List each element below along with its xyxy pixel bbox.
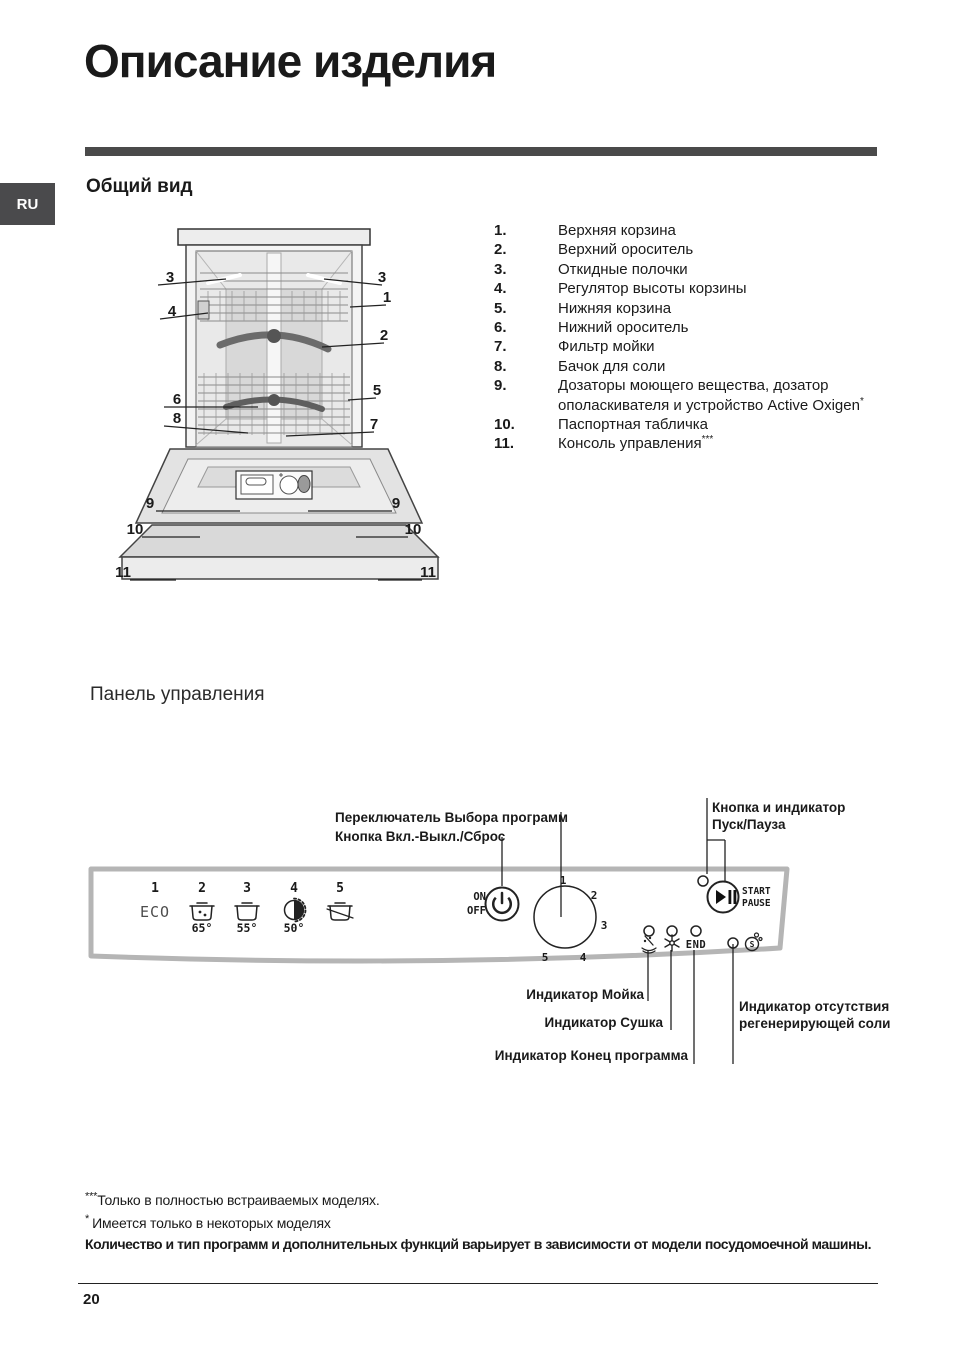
footer-rule xyxy=(78,1283,878,1284)
footnote-some-models: * Имеется только в некоторых моделях xyxy=(85,1213,331,1231)
program-selector-knob xyxy=(534,886,596,948)
part-number: 4. xyxy=(494,280,507,298)
part-number: 7. xyxy=(494,338,507,356)
part-row xyxy=(494,415,864,434)
part-label: Бачок для соли xyxy=(558,357,666,375)
part-label: Регулятор высоты корзины xyxy=(558,280,747,298)
language-tab: RU xyxy=(0,183,55,225)
part-row xyxy=(494,299,864,318)
part-number: 11. xyxy=(494,435,515,453)
callout-drying-indicator: Индикатор Сушка xyxy=(544,1015,663,1030)
plinth xyxy=(122,557,438,579)
temp-label-55: 55° xyxy=(236,921,258,935)
callout-9-left: 9 xyxy=(145,495,155,512)
part-row xyxy=(494,357,864,376)
worktop xyxy=(178,229,370,245)
eco-program-label: ECO xyxy=(139,903,171,921)
knob-number-1: 1 xyxy=(559,874,567,887)
program-number-4: 4 xyxy=(290,881,298,896)
footnote-marker: *** xyxy=(701,434,714,446)
callout-4-left: 4 xyxy=(167,303,177,320)
part-label: Верхний ороситель xyxy=(558,241,694,259)
callout-end-indicator: Индикатор Конец программа xyxy=(494,1048,688,1063)
knob-number-2: 2 xyxy=(590,889,598,902)
callout-1-right: 1 xyxy=(382,289,392,306)
part-row xyxy=(494,221,864,240)
callout-on-off-button: Кнопка Вкл.-Выкл./Сброс xyxy=(335,829,506,844)
part-label: Дозаторы моющего вещества, дозатор ополаскивателя и устройство Active Oxigen* xyxy=(558,377,864,414)
on-label: ON xyxy=(473,891,486,903)
basket-height-adjuster xyxy=(198,301,209,319)
dishwasher-diagram xyxy=(108,225,448,595)
part-row xyxy=(494,376,864,415)
callout-salt-indicator: Индикатор отсутствия регенерирующей соли xyxy=(739,999,891,1031)
part-number: 5. xyxy=(494,299,507,317)
part-row xyxy=(494,318,864,337)
part-row xyxy=(494,337,864,356)
part-number: 1. xyxy=(494,222,507,239)
part-number: 6. xyxy=(494,319,507,337)
temp-label-50: 50° xyxy=(283,921,305,935)
part-label: Нижняя корзина xyxy=(558,299,672,317)
callout-start-pause: Кнопка и индикатор Пуск/Пауза xyxy=(712,800,846,832)
callout-washing-indicator: Индикатор Мойка xyxy=(526,987,644,1002)
part-number: 9. xyxy=(494,377,507,395)
page-title: Описание изделия xyxy=(84,35,497,87)
pause-label: PAUSE xyxy=(742,898,771,909)
title-rule xyxy=(85,147,877,156)
part-row xyxy=(494,434,864,453)
control-panel xyxy=(86,860,792,972)
part-number: 3. xyxy=(494,260,507,278)
part-number: 8. xyxy=(494,357,507,375)
callout-10-left: 10 xyxy=(126,521,144,538)
callout-8-left: 8 xyxy=(172,410,182,427)
base xyxy=(120,525,438,557)
section-heading-overview: Общий вид xyxy=(86,176,193,197)
part-label: Паспортная табличка xyxy=(558,416,709,434)
footnote-programs-vary: Количество и тип программ и дополнительных функций варьирует в зависимости от модели посудомоечной машины. xyxy=(85,1236,872,1252)
footnote-built-in-models: ***Только в полностью встраиваемых моделях. xyxy=(85,1190,380,1208)
program-number-2: 2 xyxy=(198,881,206,896)
callout-3-right: 3 xyxy=(377,269,387,286)
parts-list xyxy=(494,221,864,454)
svg-text:S: S xyxy=(749,940,755,949)
part-number: 10. xyxy=(494,416,515,434)
part-row xyxy=(494,279,864,298)
footnote-marker: * xyxy=(859,395,864,407)
program-number-1: 1 xyxy=(151,881,159,896)
callout-6-left: 6 xyxy=(172,391,182,408)
program-number-3: 3 xyxy=(243,881,251,896)
part-number: 2. xyxy=(494,241,507,259)
program-number-5: 5 xyxy=(336,881,344,896)
callout-3-left: 3 xyxy=(165,269,175,286)
rinse-aid-cap xyxy=(298,476,310,493)
part-row xyxy=(494,240,864,259)
knob-number-3: 3 xyxy=(600,919,608,932)
temp-label-65: 65° xyxy=(191,921,213,935)
panel-outline xyxy=(91,869,787,961)
callout-11-right: 11 xyxy=(420,564,436,581)
part-label: Откидные полочки xyxy=(558,260,688,278)
part-label: Консоль управления*** xyxy=(558,434,714,453)
callout-2-right: 2 xyxy=(379,327,389,344)
section-heading-panel: Панель управления xyxy=(90,684,265,705)
start-label: START xyxy=(742,886,771,897)
callout-program-selector: Переключатель Выбора программ xyxy=(335,810,568,825)
callout-5-right: 5 xyxy=(372,382,382,399)
start-pause-icon xyxy=(708,882,739,913)
part-label: Верхняя корзина xyxy=(558,222,676,239)
callout-9-right: 9 xyxy=(391,495,401,512)
callout-7-right: 7 xyxy=(369,416,379,433)
knob-number-4: 4 xyxy=(579,951,587,964)
end-label: END xyxy=(685,939,707,951)
part-label: Нижний ороситель xyxy=(558,319,689,337)
part-label: Фильтр мойки xyxy=(558,338,655,356)
knob-number-5: 5 xyxy=(541,951,549,964)
callout-11-left: 11 xyxy=(115,564,131,581)
callout-10-right: 10 xyxy=(404,521,422,538)
part-row xyxy=(494,260,864,279)
page-number: 20 xyxy=(83,1291,100,1308)
detergent-dispenser xyxy=(236,471,312,499)
off-label: OFF xyxy=(467,905,486,917)
